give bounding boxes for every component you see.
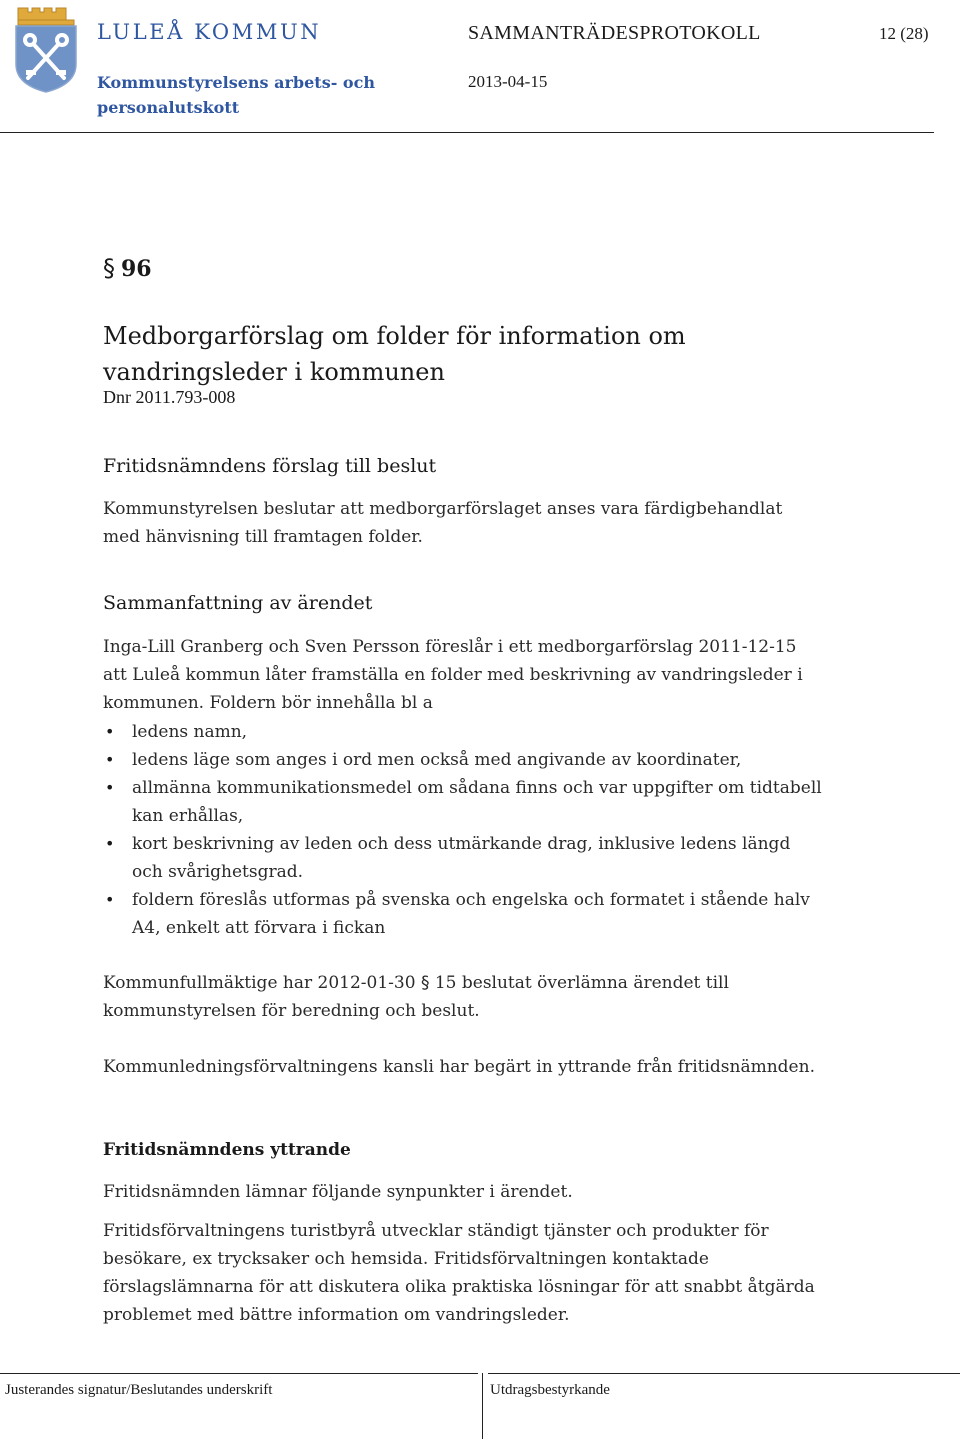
summary-bullet-list [103, 718, 823, 942]
summary-heading: Sammanfattning av ärendet [103, 592, 373, 614]
header-divider [0, 132, 934, 133]
department-line-2: personalutskott [97, 98, 240, 117]
paragraph-symbol: § [420, 973, 430, 993]
paragraph-symbol: § [103, 254, 115, 282]
footer-divider-right [488, 1373, 960, 1374]
proposal-text: Kommunstyrelsen beslutar att medborgarförslaget anses vara färdigbehandlat med hänvisning till framtagen folder. [103, 499, 783, 547]
document-type: SAMMANTRÄDESPROTOKOLL [468, 22, 761, 44]
section-title: Medborgarförslag om folder för information om vandringsleder i kommunen [103, 322, 686, 386]
diary-number: Dnr 2011.793-008 [103, 387, 236, 407]
list-item: • allmänna kommunikationsmedel om sådana finns och var uppgifter om tidtabell kan erhållas, [103, 774, 823, 830]
coat-of-arms-logo [12, 4, 80, 94]
summary-paragraph-3: Kommunledningsförvaltningens kansli har begärt in yttrande från fritidsnämnden. [103, 1057, 815, 1077]
footer-divider-left [0, 1373, 478, 1374]
statement-paragraph-2: Fritidsförvaltningens turistbyrå utvecklar ständigt tjänster och produkter för besökare, ex trycksaker och hemsida. Fritidsförvaltningen kontaktade förslagslämnarna för att diskutera olika praktiska lösningar för att snabbt åtgärda problemet med bättre information om vandringsleder. [103, 1221, 815, 1325]
statement-heading: Fritidsnämndens yttrande [103, 1140, 351, 1160]
organization-name: LULEÅ KOMMUN [97, 20, 322, 44]
list-item: • foldern föreslås utformas på svenska och engelska och formatet i stående halv A4, enkelt att förvara i fickan [103, 886, 823, 942]
meeting-date: 2013-04-15 [468, 72, 548, 91]
summary-intro: Inga-Lill Granberg och Sven Persson föreslår i ett medborgarförslag 2011-12-15 att Luleå kommun låter framställa en folder med beskrivning av vandringsleder i kommunen. Foldern bör innehålla bl a [103, 637, 803, 713]
summary-paragraph-2-part-2: 15 beslutat överlämna ärendet till kommunstyrelsen för beredning och beslut. [103, 973, 729, 1021]
department-name [97, 70, 375, 120]
certification-label: Utdragsbestyrkande [490, 1382, 610, 1398]
list-item: • ledens läge som anges i ord men också med angivande av koordinater, [103, 746, 823, 774]
signature-label: Justerandes signatur/Beslutandes underskrift [5, 1382, 273, 1398]
list-item: • kort beskrivning av leden och dess utmärkande drag, inklusive ledens längd och svårighetsgrad. [103, 830, 823, 886]
summary-paragraph-2-part-1: Kommunfullmäktige har 2012-01-30 [103, 973, 421, 993]
section-number-value: 96 [121, 256, 152, 282]
department-line-1: Kommunstyrelsens arbets- och [97, 73, 375, 92]
proposal-heading: Fritidsnämndens förslag till beslut [103, 455, 437, 477]
footer-column-divider [482, 1373, 483, 1439]
list-item: • ledens namn, [103, 718, 823, 746]
summary-paragraph-2 [103, 969, 823, 1025]
page-number: 12 (28) [879, 24, 929, 43]
statement-paragraph-1: Fritidsnämnden lämnar följande synpunkter i ärendet. [103, 1182, 573, 1202]
section-number [103, 254, 152, 282]
